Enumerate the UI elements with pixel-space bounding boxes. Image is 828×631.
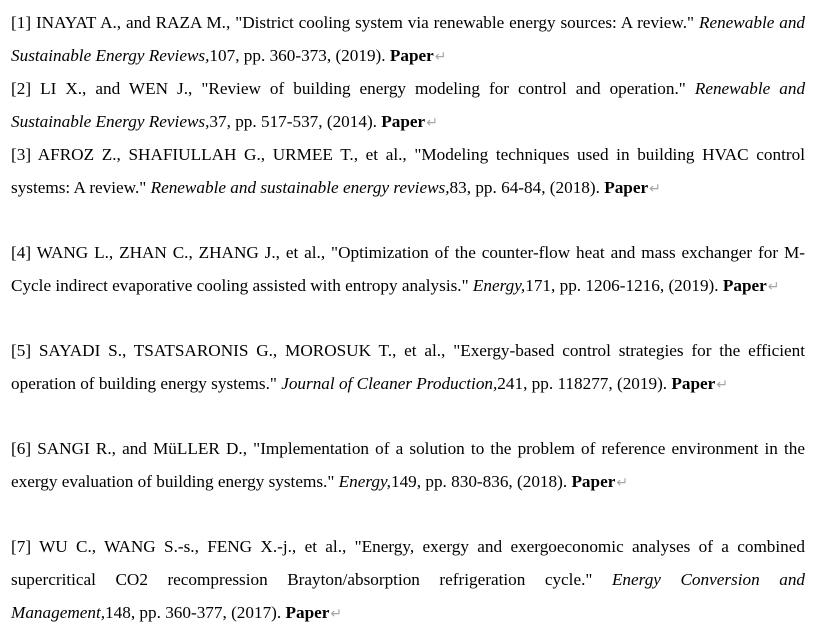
ref-authors: SANGI R., and MüLLER D., [37,439,248,458]
ref-title: "Optimization of the counter-flow heat and mass exchanger for M-Cycle indirect evaporative cooling assisted with entropy analysis." [11,243,805,295]
reference-item-7 [11,530,805,631]
reference-item-1 [11,6,805,74]
ref-journal: Renewable and Sustainable Energy Reviews, [11,79,806,131]
ref-number: [6] [11,439,32,458]
paper-link[interactable]: Paper [722,276,767,295]
ref-title: "District cooling system via renewable energy sources: A review." [235,13,695,32]
ref-details: 37, pp. 517-537, (2014). [209,112,377,131]
paper-link[interactable]: Paper [389,46,434,65]
ref-authors: LI X., and WEN J., [40,79,193,98]
ref-authors: WANG L., ZHAN C., ZHANG J., et al., [36,243,326,262]
reference-item-2 [11,72,805,140]
ref-title: "Exergy-based control strategies for the efficient operation of building energy systems." [11,341,806,393]
paragraph-mark-icon: ↵ [767,279,780,295]
ref-details: 171, pp. 1206-1216, (2019). [525,276,719,295]
ref-journal: Energy, [338,472,391,491]
ref-number: [1] [11,13,32,32]
paper-link[interactable]: Paper [671,374,716,393]
ref-journal: Energy Conversion and Management, [11,570,806,622]
ref-number: [7] [11,537,32,556]
reference-item-4 [11,236,805,304]
ref-details: 241, pp. 118277, (2019). [497,374,668,393]
reference-item-6 [11,432,805,500]
ref-journal: Journal of Cleaner Production, [281,374,498,393]
ref-authors: SAYADI S., TSATSARONIS G., MOROSUK T., et al., [38,341,446,360]
reference-item-5 [11,334,805,402]
ref-title: "Energy, exergy and exergoeconomic analyses of a combined supercritical CO2 recompression Brayton/absorption refrigeration cycle." [11,537,805,589]
paper-link[interactable]: Paper [381,112,426,131]
ref-journal: Renewable and Sustainable Energy Reviews, [11,13,806,65]
paragraph-mark-icon: ↵ [426,115,438,131]
ref-authors: WU C., WANG S.-s., FENG X.-j., et al., [39,537,347,556]
ref-number: [5] [11,341,32,360]
paper-link[interactable]: Paper [604,178,649,197]
paper-link[interactable]: Paper [285,603,330,622]
ref-journal: Renewable and sustainable energy reviews, [150,178,450,197]
ref-number: [3] [11,145,32,164]
paragraph-mark-icon: ↵ [649,181,661,197]
ref-authors: INAYAT A., and RAZA M., [35,13,231,32]
ref-journal: Energy, [472,276,526,295]
paragraph-mark-icon: ↵ [330,606,343,622]
reference-item-3 [11,138,805,206]
ref-details: 83, pp. 64-84, (2018). [449,178,600,197]
ref-number: [4] [11,243,32,262]
ref-title: "Modeling techniques used in building HVAC control systems: A review." [11,145,805,197]
ref-number: [2] [11,79,32,98]
paragraph-mark-icon: ↵ [716,377,729,393]
paragraph-mark-icon: ↵ [616,475,629,491]
ref-details: 107, pp. 360-373, (2019). [209,46,386,65]
ref-details: 149, pp. 830-836, (2018). [390,472,568,491]
ref-authors: AFROZ Z., SHAFIULLAH G., URMEE T., et al., [37,145,407,164]
ref-title: "Review of building energy modeling for control and operation." [201,79,686,98]
ref-details: 148, pp. 360-377, (2017). [105,603,282,622]
ref-title: "Implementation of a solution to the problem of reference environment in the exergy evaluation of building energy systems." [11,439,806,491]
paragraph-mark-icon: ↵ [434,49,447,65]
paper-link[interactable]: Paper [571,472,616,491]
